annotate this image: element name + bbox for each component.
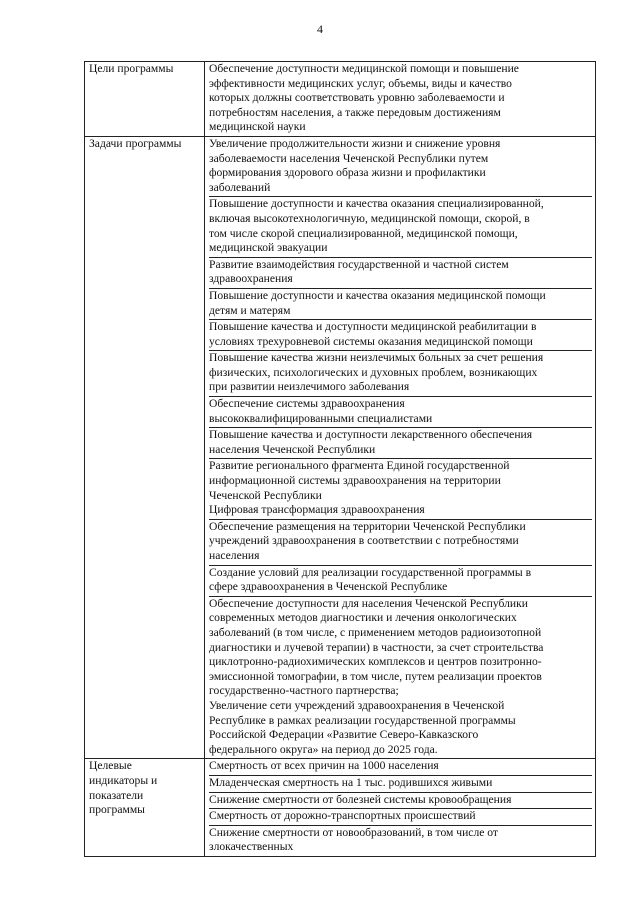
content-line: физических, психологических и духовных проблем, возникающих [209,365,538,379]
content-line: потребностям населения, а также передовым достижениям [209,105,501,119]
content-line: заболеваний [209,180,271,194]
row-label [85,62,205,137]
content-line: Республике в рамках реализации государственной программы [209,713,516,727]
content-line: государственно-частного партнерства; [209,684,399,698]
content-item [209,566,592,597]
row-label-line: показатели [89,788,144,802]
content-line: эффективности медицинских услуг, объемы, виды и качество [209,76,512,90]
content-item [209,289,592,320]
content-line: условиях трехуровневой системы оказания медицинской помощи [209,334,533,348]
table-row [85,759,596,857]
content-item [209,258,592,289]
content-line: Обеспечение доступности для населения Чеченской Республики [209,596,528,610]
content-item [209,197,592,257]
content-item [209,597,592,759]
content-line: том числе скорой специализированной, медицинской помощи, [209,226,518,240]
content-line: Смертность от всех причин на 1000 населения [209,759,439,773]
content-line: которых должны соответствовать уровню заболеваемости и [209,91,505,105]
content-line: Чеченской Республики [209,488,322,502]
table-row [85,136,596,758]
content-item [209,351,592,397]
content-line: Увеличение продолжительности жизни и снижение уровня [209,136,501,150]
content-item [209,137,592,197]
row-content [205,759,596,857]
content-line: Повышение доступности и качества оказания специализированной, [209,197,544,211]
content-line: сфере здравоохранения в Чеченской Республике [209,580,448,594]
content-line: Развитие взаимодействия государственной и частной систем [209,257,509,271]
content-line: включая высокотехнологичную, медицинской помощи, скорой, в [209,211,530,225]
content-line: медицинской эвакуации [209,241,328,255]
row-content [205,62,596,137]
content-line: информационной системы здравоохранения на территории [209,474,501,488]
row-label-text: Цели программы [89,62,174,75]
content-line: федерального округа» на период до 2025 года. [209,742,438,756]
content-line: учреждений здравоохранения в соответствии с потребностями [209,534,519,548]
content-item [209,809,592,826]
content-line: здравоохранения [209,272,293,286]
content-line: диагностики и лучевой терапии) в частности, за счет строительства [209,640,544,654]
content-line: детям и матерям [209,303,291,317]
row-content [205,136,596,758]
row-label [85,136,205,758]
content-line: заболеваемости населения Чеченской Республики путем [209,151,489,165]
content-item [209,397,592,428]
content-line: Снижение смертности от болезней системы кровообращения [209,792,512,806]
content-item [209,826,592,856]
content-line: заболеваний (в том числе, с применением методов радиоизотопной [209,625,542,639]
program-passport-table [84,61,596,857]
content-item [209,62,592,136]
content-line: Повышение качества и доступности медицинской реабилитации в [209,320,537,334]
row-label-line: индикаторы и [89,773,158,787]
content-line: Развитие регионального фрагмента Единой государственной [209,459,510,473]
content-line: высококвалифицированными специалистами [209,411,433,425]
content-line: Обеспечение доступности медицинской помощи и повышение [209,62,519,75]
content-line: Увеличение сети учреждений здравоохранения в Чеченской [209,698,505,712]
content-line: населения [209,549,260,562]
content-line: Создание условий для реализации государственной программы в [209,565,532,579]
row-label [85,759,205,857]
content-line: Цифровая трансформация здравоохранения [209,503,425,517]
content-line: злокачественных [209,840,294,854]
content-line: при развитии неизлечимого заболевания [209,380,410,394]
row-label-line: программы [89,803,145,817]
content-item [209,793,592,810]
content-line: формирования здорового образа жизни и профилактики [209,166,486,180]
table-body [85,62,596,857]
content-line: Младенческая смертность на 1 тыс. родившихся живыми [209,775,493,789]
content-item [209,320,592,351]
content-line: Смертность от дорожно-транспортных происшествий [209,809,476,823]
content-line: населения Чеченской Республики [209,442,376,456]
content-line: современных методов диагностики и лечения онкологических [209,611,517,625]
content-item [209,428,592,459]
content-line: Снижение смертности от новообразований, в том числе от [209,825,498,839]
row-label-line: Целевые [89,759,132,773]
content-item [209,776,592,793]
content-line: циклотронно-радиохимических комплексов и центров позитронно- [209,655,542,669]
content-line: Российской Федерации «Развитие Северо-Кавказского [209,728,479,742]
content-line: Повышение доступности и качества оказания медицинской помощи [209,288,546,302]
table-row [85,62,596,137]
page-number: 4 [317,22,323,36]
content-line: медицинской науки [209,120,306,134]
content-line: Повышение качества жизни неизлечимых больных за счет решения [209,351,544,365]
content-item [209,520,592,566]
content-line: Повышение качества и доступности лекарственного обеспечения [209,428,533,442]
content-line: Обеспечение размещения на территории Чеченской Республики [209,519,526,533]
content-line: Обеспечение системы здравоохранения [209,397,405,411]
content-line: эмиссионной томографии, в том числе, путем реализации проектов [209,669,542,683]
content-item [209,759,592,776]
content-item [209,459,592,519]
row-label-text: Задачи программы [89,136,182,150]
